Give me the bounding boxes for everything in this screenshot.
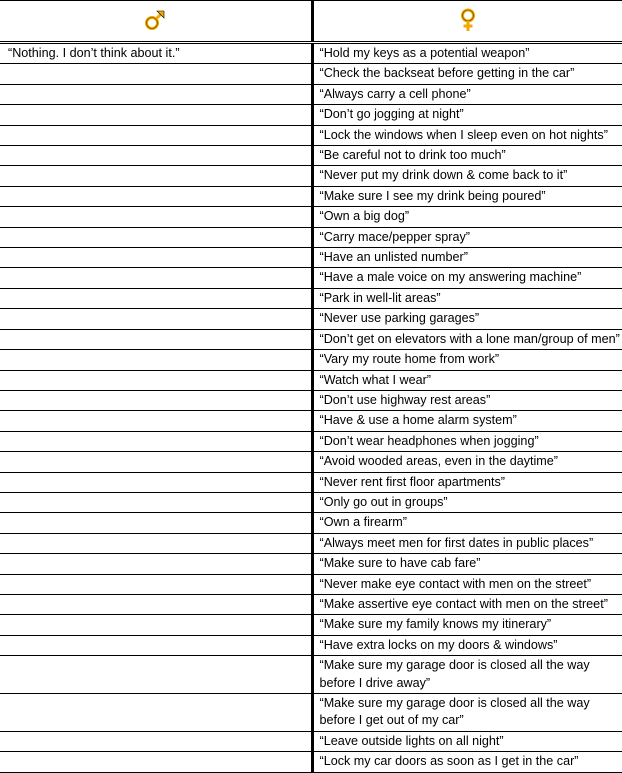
male-response-cell xyxy=(0,752,312,772)
female-response-cell: “Make assertive eye contact with men on the street” xyxy=(312,594,622,614)
female-response-cell: “Make sure to have cab fare” xyxy=(312,554,622,574)
table-row xyxy=(0,411,622,431)
female-symbol-icon xyxy=(458,7,478,33)
table-row xyxy=(0,84,622,104)
female-response-cell: “Make sure I see my drink being poured” xyxy=(312,186,622,206)
male-response-cell xyxy=(0,574,312,594)
male-response-cell xyxy=(0,554,312,574)
male-response-cell xyxy=(0,594,312,614)
table-row xyxy=(0,186,622,206)
table-row xyxy=(0,513,622,533)
female-response-cell: “Never use parking garages” xyxy=(312,309,622,329)
male-response-cell xyxy=(0,166,312,186)
male-response-cell xyxy=(0,533,312,553)
male-response-cell xyxy=(0,370,312,390)
male-response-cell: “Nothing. I don’t think about it.” xyxy=(0,43,312,64)
female-response-cell: “Don’t use highway rest areas” xyxy=(312,390,622,410)
female-column-header xyxy=(312,1,622,43)
female-response-cell: “Never make eye contact with men on the street” xyxy=(312,574,622,594)
female-response-cell: “Never put my drink down & come back to it” xyxy=(312,166,622,186)
female-response-cell: “Carry mace/pepper spray” xyxy=(312,227,622,247)
male-response-cell xyxy=(0,513,312,533)
male-response-cell xyxy=(0,694,312,732)
female-response-cell: “Make sure my garage door is closed all the way before I drive away” xyxy=(312,656,622,694)
table-row xyxy=(0,554,622,574)
female-response-cell: “Make sure my family knows my itinerary” xyxy=(312,615,622,635)
table-row xyxy=(0,288,622,308)
male-response-cell xyxy=(0,615,312,635)
male-response-cell xyxy=(0,452,312,472)
female-response-cell: “Lock my car doors as soon as I get in the car” xyxy=(312,752,622,772)
female-response-cell: “Be careful not to drink too much” xyxy=(312,146,622,166)
male-response-cell xyxy=(0,411,312,431)
female-response-cell: “Don’t get on elevators with a lone man/group of men” xyxy=(312,329,622,349)
table-row xyxy=(0,350,622,370)
female-response-cell: “Hold my keys as a potential weapon” xyxy=(312,43,622,64)
male-response-cell xyxy=(0,731,312,751)
male-response-cell xyxy=(0,431,312,451)
header-row xyxy=(0,1,622,43)
male-response-cell xyxy=(0,492,312,512)
table-row xyxy=(0,731,622,751)
table-row xyxy=(0,533,622,553)
table-row xyxy=(0,329,622,349)
table-row xyxy=(0,227,622,247)
male-response-cell xyxy=(0,146,312,166)
female-response-cell: “Have a male voice on my answering machine” xyxy=(312,268,622,288)
female-response-cell: “Have & use a home alarm system” xyxy=(312,411,622,431)
table-row xyxy=(0,146,622,166)
male-column-header xyxy=(0,1,312,43)
male-response-cell xyxy=(0,472,312,492)
male-response-cell xyxy=(0,390,312,410)
female-response-cell: “Park in well-lit areas” xyxy=(312,288,622,308)
female-response-cell: “Only go out in groups” xyxy=(312,492,622,512)
male-response-cell xyxy=(0,248,312,268)
table-row xyxy=(0,472,622,492)
table-row xyxy=(0,207,622,227)
table-row xyxy=(0,752,622,772)
female-response-cell: “Leave outside lights on all night” xyxy=(312,731,622,751)
table-row xyxy=(0,694,622,732)
table-row xyxy=(0,615,622,635)
table-row xyxy=(0,574,622,594)
table-row xyxy=(0,492,622,512)
male-response-cell xyxy=(0,186,312,206)
table-row xyxy=(0,166,622,186)
table-row xyxy=(0,594,622,614)
table-row xyxy=(0,635,622,655)
table-row xyxy=(0,64,622,84)
table-row xyxy=(0,248,622,268)
female-response-cell: “Don’t go jogging at night” xyxy=(312,105,622,125)
female-response-cell: “Watch what I wear” xyxy=(312,370,622,390)
female-response-cell: “Avoid wooded areas, even in the daytime” xyxy=(312,452,622,472)
female-response-cell: “Have an unlisted number” xyxy=(312,248,622,268)
male-response-cell xyxy=(0,656,312,694)
male-response-cell xyxy=(0,227,312,247)
male-response-cell xyxy=(0,207,312,227)
table-row xyxy=(0,370,622,390)
male-response-cell xyxy=(0,329,312,349)
male-response-cell xyxy=(0,288,312,308)
table-row xyxy=(0,656,622,694)
male-response-cell xyxy=(0,268,312,288)
female-response-cell: “Always meet men for first dates in public places” xyxy=(312,533,622,553)
female-response-cell: “Own a firearm” xyxy=(312,513,622,533)
table-row xyxy=(0,390,622,410)
female-response-cell: “Own a big dog” xyxy=(312,207,622,227)
male-response-cell xyxy=(0,125,312,145)
male-response-cell xyxy=(0,309,312,329)
female-response-cell: “Don’t wear headphones when jogging” xyxy=(312,431,622,451)
female-response-cell: “Vary my route home from work” xyxy=(312,350,622,370)
female-response-cell: “Make sure my garage door is closed all the way before I get out of my car” xyxy=(312,694,622,732)
male-response-cell xyxy=(0,64,312,84)
table-row xyxy=(0,431,622,451)
male-response-cell xyxy=(0,84,312,104)
female-response-cell: “Always carry a cell phone” xyxy=(312,84,622,104)
female-response-cell: “Never rent first floor apartments” xyxy=(312,472,622,492)
table-row xyxy=(0,268,622,288)
table-row xyxy=(0,105,622,125)
table-row xyxy=(0,452,622,472)
male-response-cell xyxy=(0,350,312,370)
male-symbol-icon xyxy=(144,8,166,32)
male-response-cell xyxy=(0,105,312,125)
male-response-cell xyxy=(0,635,312,655)
table-row xyxy=(0,125,622,145)
female-response-cell: “Check the backseat before getting in the car” xyxy=(312,64,622,84)
table-row xyxy=(0,43,622,64)
female-response-cell: “Lock the windows when I sleep even on hot nights” xyxy=(312,125,622,145)
female-response-cell: “Have extra locks on my doors & windows” xyxy=(312,635,622,655)
table-row xyxy=(0,309,622,329)
